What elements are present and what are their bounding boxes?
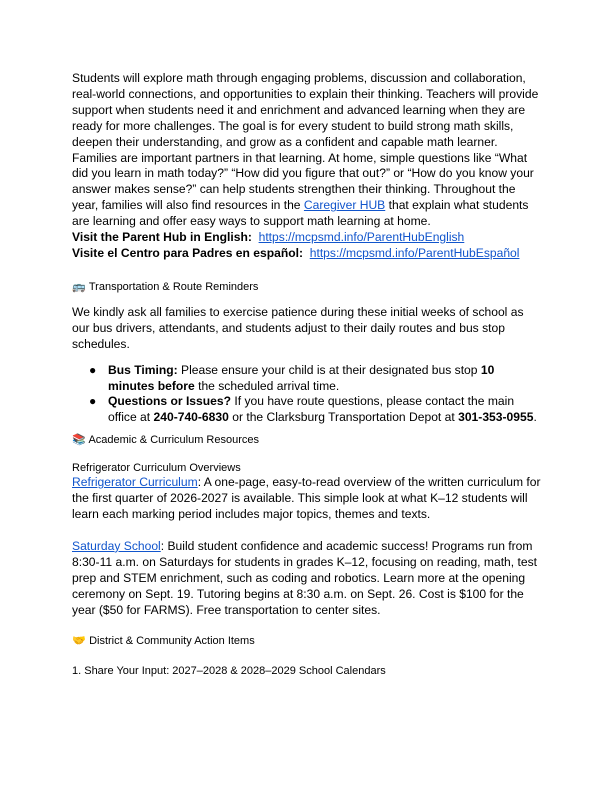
district-heading-text: District & Community Action Items [89,635,255,648]
bullet-text: If you have route questions, please contact the main office at [108,394,515,425]
parent-hub-spanish-link[interactable]: https://mcpsmd.info/ParentHubEspañol [309,245,520,260]
bullet-text-end: . [533,410,537,425]
bullet-text: Please ensure your child is at their designated bus stop [181,362,478,377]
district-item-1: 1. Share Your Input: 2027–2028 & 2028–2029 School Calendars [72,665,386,678]
caregiver-hub-link[interactable]: Caregiver HUB [303,198,386,213]
handshake-icon: 🤝 [72,635,86,648]
intro-text: Students will explore math through engaging problems, discussion and collaboration, real-world connections, and opportunities to explain their thinking. Teachers will provide support when students need it and enrichment and advanced learning when they are ready for more challenges. The goal is for every student to build strong math skills, deepen their understanding, and grow as a confident and capable math learner. Families are important partners in that learning. At home, simple questions like “What did you learn in math today?” “How did you figure that out?” or “How do you know your answer makes sense?” can help students strengthen their thinking. Throughout the year, families will also find resources in the [72,71,539,213]
intro-paragraph [72,71,542,230]
intro-text-end: that explain what students are learning and offer easy ways to support math learning at home. [72,198,529,229]
depot-phone: 301-353-0955 [458,410,534,425]
list-item [72,363,542,395]
bus-icon: 🚌 [72,280,86,293]
bullet-icon: ● [89,394,97,409]
parent-hub-spanish-line [72,246,542,262]
list-item [72,394,542,426]
bullet-label: Questions or Issues? [108,394,231,409]
fridge-subheading: Refrigerator Curriculum Overviews [72,462,241,475]
parent-hub-english-link[interactable]: https://mcpsmd.info/ParentHubEnglish [258,230,465,245]
academic-heading [72,433,542,447]
document-page [72,71,542,678]
parent-hub-english-line [72,230,542,246]
books-icon: 📚 [72,434,86,447]
transport-heading [72,280,542,294]
saturday-school-link[interactable]: Saturday School [72,538,161,553]
fridge-paragraph [72,475,542,523]
bullet-text-end: the scheduled arrival time. [198,378,340,393]
academic-heading-text: Academic & Curriculum Resources [88,434,260,447]
bullet-text-mid: or the Clarksburg Transportation Depot at [232,410,455,425]
saturday-paragraph [72,539,542,619]
district-heading [72,634,542,648]
parent-hub-spanish-label: Visite el Centro para Padres en español: [72,245,303,260]
transport-heading-text: Transportation & Route Reminders [88,280,259,293]
main-office-phone: 240-740-6830 [153,410,229,425]
bullet-label: Bus Timing: [108,362,178,377]
bullet-bold: 10 minutes before [108,362,495,393]
refrigerator-curriculum-link[interactable]: Refrigerator Curriculum [72,475,198,490]
transport-bullets [72,363,542,427]
transport-intro: We kindly ask all families to exercise patience during these initial weeks of school as our bus drivers, attendants, and students adjust to their daily routes and bus stop schedules. [72,304,524,351]
saturday-text: : Build student confidence and academic success! Programs run from 8:30-11 a.m. on Saturdays for students in grades K–12, focusing on reading, math, test prep and STEM enrichment, such as coding and robotics. Learn more at the opening ceremony on Sept. 19. Tutoring begins at 8:30 a.m. on Sept. 26. Cost is $100 for the year ($50 for FARMS). Free transportation to center sites. [72,538,537,617]
bullet-icon: ● [89,362,97,377]
fridge-text: : A one-page, easy-to-read overview of the written curriculum for the first quarter of 2026-2027 is available. This simple look at what K–12 students will learn each marking period includes major topics, themes and texts. [72,475,541,522]
parent-hub-english-label: Visit the Parent Hub in English: [72,230,252,245]
